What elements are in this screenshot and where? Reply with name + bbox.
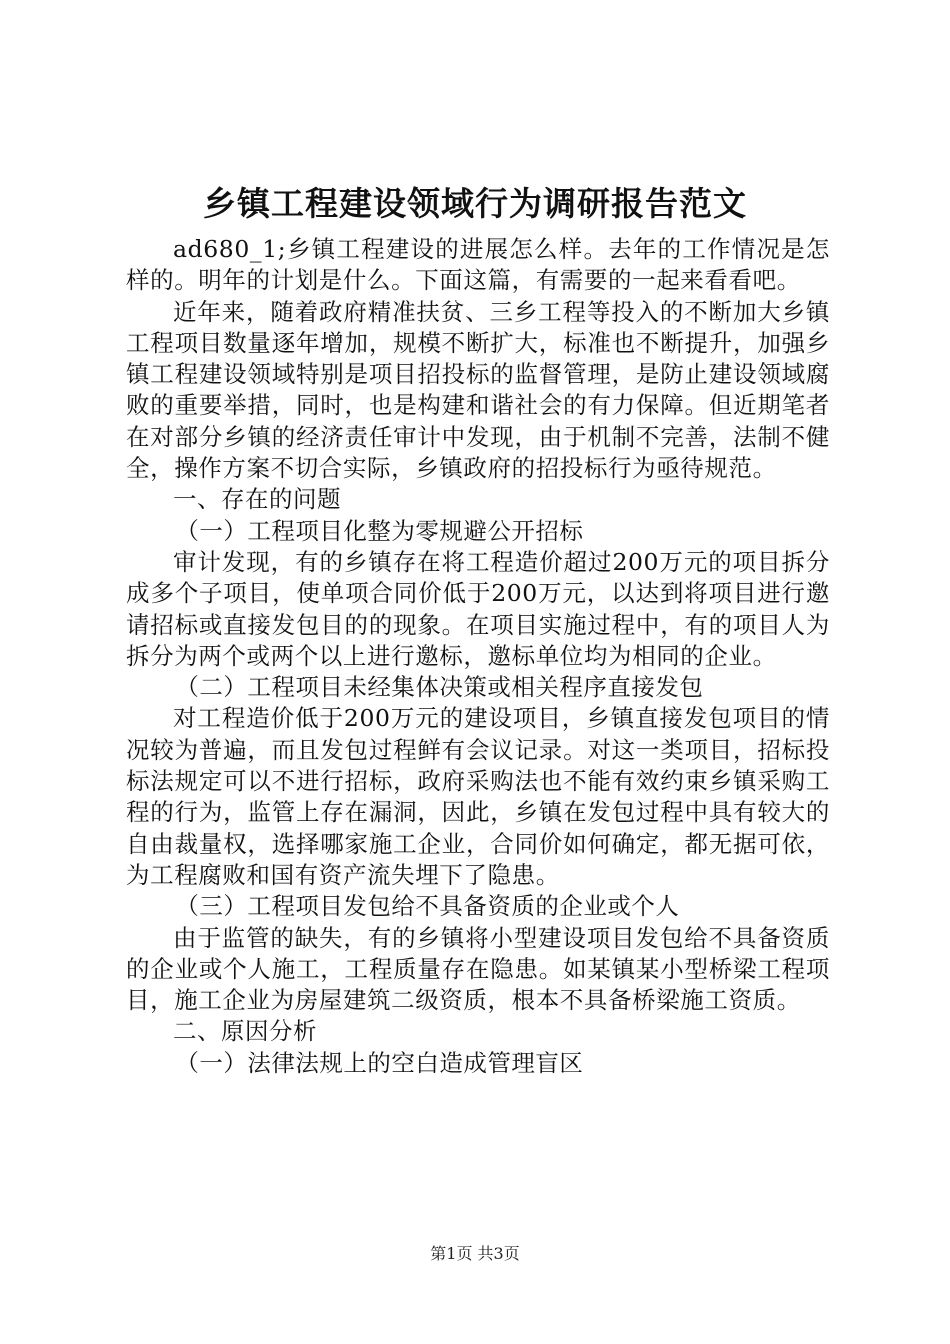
section-heading-problems: 一、存在的问题 — [173, 485, 341, 514]
paragraph-split-projects: 审计发现，有的乡镇存在将工程造价超过200万元的项目拆分成多个子项目，使单项合同价低于200万元，以达到将项目进行邀请招标或直接发包目的的现象。在项目实施过程中，有的项目人为拆分为两个或两个以上进行邀标，邀标单位均为相同的企业。 — [126, 547, 830, 670]
paragraph-unqualified-contractors: 由于监管的缺失，有的乡镇将小型建设项目发包给不具备资质的企业或个人施工，工程质量存在隐患。如某镇某小型桥梁工程项目，施工企业为房屋建筑二级资质，根本不具备桥梁施工资质。 — [126, 923, 830, 1015]
subheading-direct-contracting: （二）工程项目未经集体决策或相关程序直接发包 — [175, 673, 704, 702]
subheading-split-projects: （一）工程项目化整为零规避公开招标 — [175, 516, 584, 545]
document-body — [126, 234, 830, 1079]
paragraph-direct-contracting: 对工程造价低于200万元的建设项目，乡镇直接发包项目的情况较为普遍，而且发包过程鲜有会议记录。对这一类项目，招标投标法规定可以不进行招标，政府采购法也不能有效约束乡镇采购工程的行为，监管上存在漏洞，因此，乡镇在发包过程中具有较大的自由裁量权，选择哪家施工企业，合同价如何确定，都无据可依，为工程腐败和国有资产流失埋下了隐患。 — [126, 704, 830, 889]
paragraph-background: 近年来，随着政府精准扶贫、三乡工程等投入的不断加大乡镇工程项目数量逐年增加，规模不断扩大，标准也不断提升，加强乡镇工程建设领域特别是项目招投标的监督管理，是防止建设领域腐败的重要举措，同时，也是构建和谐社会的有力保障。但近期笔者在对部分乡镇的经济责任审计中发现，由于机制不完善，法制不健全，操作方案不切合实际，乡镇政府的招投标行为亟待规范。 — [126, 297, 830, 483]
subheading-unqualified-contractors: （三）工程项目发包给不具备资质的企业或个人 — [175, 892, 680, 921]
section-heading-causes: 二、原因分析 — [173, 1017, 317, 1046]
subheading-legal-gaps: （一）法律法规上的空白造成管理盲区 — [175, 1048, 584, 1077]
intro-paragraph: ad680_1;乡镇工程建设的进展怎么样。去年的工作情况是怎样的。明年的计划是什么。下面这篇，有需要的一起来看看吧。 — [126, 235, 830, 295]
page-footer: 第1页 共3页 — [430, 1244, 520, 1263]
document-title: 乡镇工程建设领域行为调研报告范文 — [203, 184, 747, 223]
